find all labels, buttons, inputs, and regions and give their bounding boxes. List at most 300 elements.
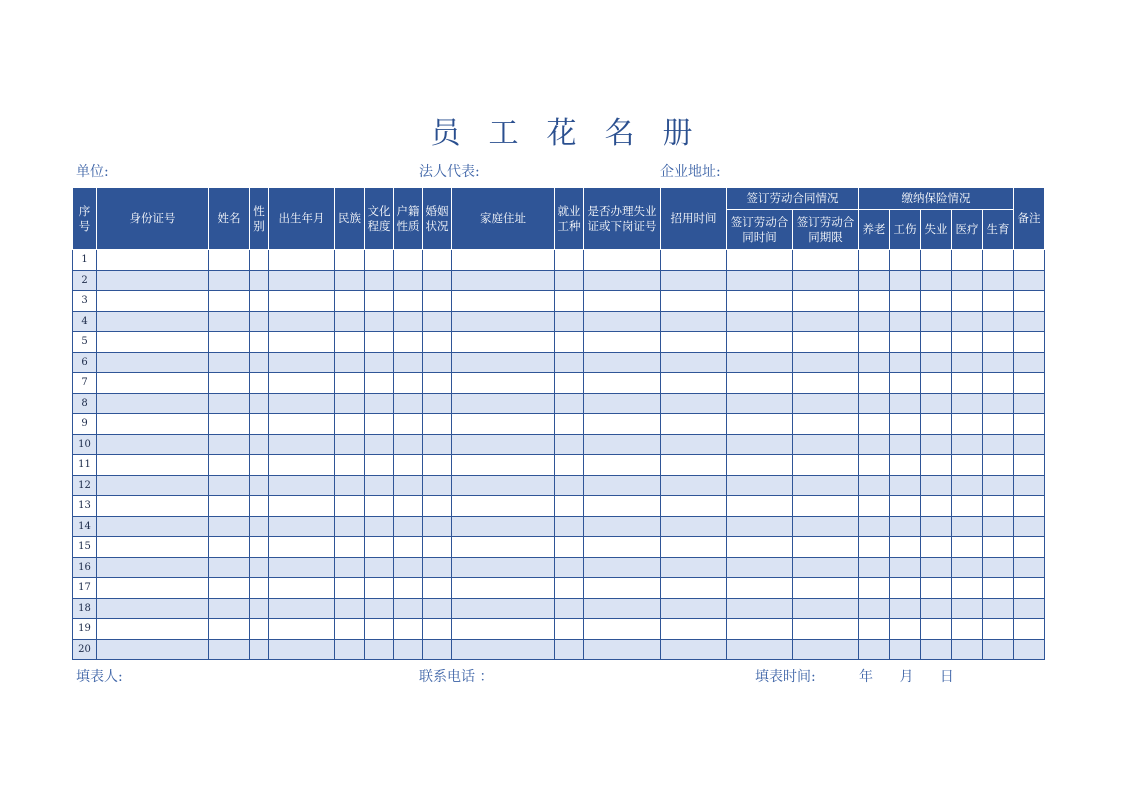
table-cell[interactable]	[793, 639, 859, 660]
table-cell[interactable]	[335, 639, 365, 660]
table-cell[interactable]	[394, 393, 423, 414]
table-cell[interactable]	[394, 475, 423, 496]
table-cell[interactable]	[335, 557, 365, 578]
table-cell[interactable]	[452, 393, 555, 414]
table-cell[interactable]	[335, 619, 365, 640]
table-cell[interactable]	[793, 598, 859, 619]
table-cell[interactable]	[793, 537, 859, 558]
table-cell[interactable]	[250, 455, 269, 476]
table-cell[interactable]	[335, 537, 365, 558]
table-cell[interactable]	[97, 332, 209, 353]
table-cell[interactable]	[890, 291, 921, 312]
table-cell[interactable]	[555, 332, 584, 353]
table-cell[interactable]	[423, 270, 452, 291]
table-cell[interactable]	[394, 434, 423, 455]
table-cell[interactable]	[661, 270, 727, 291]
table-cell[interactable]	[452, 311, 555, 332]
table-cell[interactable]	[983, 578, 1014, 599]
table-cell[interactable]	[423, 250, 452, 271]
table-cell[interactable]	[890, 434, 921, 455]
table-cell[interactable]	[952, 619, 983, 640]
table-cell[interactable]	[209, 291, 250, 312]
table-cell[interactable]	[555, 373, 584, 394]
table-cell[interactable]	[555, 270, 584, 291]
table-cell[interactable]	[555, 516, 584, 537]
table-cell[interactable]	[365, 516, 394, 537]
table-cell[interactable]	[890, 619, 921, 640]
table-cell[interactable]	[423, 639, 452, 660]
table-cell[interactable]	[209, 578, 250, 599]
table-cell[interactable]	[661, 619, 727, 640]
table-cell[interactable]	[952, 311, 983, 332]
table-cell[interactable]	[983, 455, 1014, 476]
table-cell[interactable]	[250, 598, 269, 619]
table-cell[interactable]	[394, 537, 423, 558]
table-cell[interactable]	[890, 639, 921, 660]
table-cell[interactable]	[394, 270, 423, 291]
table-cell[interactable]	[423, 598, 452, 619]
table-cell[interactable]	[452, 250, 555, 271]
table-cell[interactable]	[269, 291, 335, 312]
table-cell[interactable]	[661, 475, 727, 496]
table-cell[interactable]	[584, 557, 661, 578]
table-cell[interactable]	[1014, 557, 1045, 578]
table-cell[interactable]	[555, 557, 584, 578]
table-cell[interactable]	[661, 393, 727, 414]
table-cell[interactable]	[859, 557, 890, 578]
table-cell[interactable]	[584, 639, 661, 660]
table-cell[interactable]	[921, 250, 952, 271]
table-cell[interactable]	[921, 619, 952, 640]
table-cell[interactable]	[584, 496, 661, 517]
table-cell[interactable]	[250, 475, 269, 496]
table-cell[interactable]	[859, 414, 890, 435]
table-cell[interactable]	[584, 291, 661, 312]
table-cell[interactable]	[584, 475, 661, 496]
table-cell[interactable]	[365, 250, 394, 271]
table-cell[interactable]	[727, 578, 793, 599]
table-cell[interactable]	[209, 434, 250, 455]
table-cell[interactable]	[727, 537, 793, 558]
table-cell[interactable]	[983, 352, 1014, 373]
table-cell[interactable]	[952, 598, 983, 619]
table-cell[interactable]	[423, 475, 452, 496]
table-cell[interactable]	[394, 578, 423, 599]
table-cell[interactable]	[890, 537, 921, 558]
table-cell[interactable]	[661, 537, 727, 558]
table-cell[interactable]	[209, 475, 250, 496]
table-cell[interactable]	[269, 311, 335, 332]
table-cell[interactable]	[97, 434, 209, 455]
table-cell[interactable]	[452, 373, 555, 394]
table-cell[interactable]	[890, 250, 921, 271]
table-cell[interactable]	[335, 250, 365, 271]
table-cell[interactable]	[921, 578, 952, 599]
table-cell[interactable]	[793, 270, 859, 291]
table-cell[interactable]	[555, 639, 584, 660]
table-cell[interactable]	[859, 475, 890, 496]
table-cell[interactable]	[983, 639, 1014, 660]
table-cell[interactable]	[859, 373, 890, 394]
table-cell[interactable]	[394, 496, 423, 517]
table-cell[interactable]	[555, 598, 584, 619]
table-cell[interactable]	[423, 352, 452, 373]
table-cell[interactable]	[97, 578, 209, 599]
table-cell[interactable]	[952, 537, 983, 558]
table-cell[interactable]	[394, 352, 423, 373]
table-cell[interactable]	[423, 414, 452, 435]
table-cell[interactable]	[97, 619, 209, 640]
table-cell[interactable]	[890, 393, 921, 414]
table-cell[interactable]	[1014, 352, 1045, 373]
table-cell[interactable]	[97, 496, 209, 517]
table-cell[interactable]	[661, 332, 727, 353]
table-cell[interactable]	[555, 537, 584, 558]
table-cell[interactable]	[269, 598, 335, 619]
table-cell[interactable]	[983, 373, 1014, 394]
table-cell[interactable]	[97, 557, 209, 578]
table-cell[interactable]	[394, 373, 423, 394]
table-cell[interactable]	[661, 414, 727, 435]
table-cell[interactable]	[793, 414, 859, 435]
table-cell[interactable]	[452, 598, 555, 619]
table-cell[interactable]	[394, 598, 423, 619]
table-cell[interactable]	[921, 639, 952, 660]
table-cell[interactable]	[452, 537, 555, 558]
table-cell[interactable]	[555, 496, 584, 517]
table-cell[interactable]	[921, 434, 952, 455]
table-cell[interactable]	[584, 455, 661, 476]
table-cell[interactable]	[555, 434, 584, 455]
table-cell[interactable]	[952, 270, 983, 291]
table-cell[interactable]	[250, 373, 269, 394]
table-cell[interactable]	[1014, 639, 1045, 660]
table-cell[interactable]	[423, 537, 452, 558]
table-cell[interactable]	[921, 516, 952, 537]
table-cell[interactable]	[209, 352, 250, 373]
table-cell[interactable]	[793, 291, 859, 312]
table-cell[interactable]	[661, 291, 727, 312]
table-cell[interactable]	[250, 619, 269, 640]
table-cell[interactable]	[952, 393, 983, 414]
table-cell[interactable]	[661, 311, 727, 332]
table-cell[interactable]	[983, 270, 1014, 291]
table-cell[interactable]	[269, 393, 335, 414]
table-cell[interactable]	[1014, 414, 1045, 435]
table-cell[interactable]	[793, 455, 859, 476]
table-cell[interactable]	[209, 393, 250, 414]
table-cell[interactable]	[365, 619, 394, 640]
table-cell[interactable]	[250, 414, 269, 435]
table-cell[interactable]	[859, 619, 890, 640]
table-cell[interactable]	[1014, 516, 1045, 537]
table-cell[interactable]	[859, 332, 890, 353]
table-cell[interactable]	[335, 578, 365, 599]
table-cell[interactable]	[952, 414, 983, 435]
table-cell[interactable]	[727, 639, 793, 660]
table-cell[interactable]	[365, 434, 394, 455]
table-cell[interactable]	[584, 250, 661, 271]
table-cell[interactable]	[952, 250, 983, 271]
table-cell[interactable]	[584, 414, 661, 435]
table-cell[interactable]	[983, 434, 1014, 455]
table-cell[interactable]	[209, 496, 250, 517]
table-cell[interactable]	[859, 393, 890, 414]
table-cell[interactable]	[859, 578, 890, 599]
table-cell[interactable]	[661, 639, 727, 660]
table-cell[interactable]	[890, 270, 921, 291]
table-cell[interactable]	[921, 557, 952, 578]
table-cell[interactable]	[394, 639, 423, 660]
table-cell[interactable]	[97, 516, 209, 537]
table-cell[interactable]	[452, 270, 555, 291]
table-cell[interactable]	[97, 475, 209, 496]
table-cell[interactable]	[394, 516, 423, 537]
table-cell[interactable]	[423, 619, 452, 640]
table-cell[interactable]	[365, 537, 394, 558]
table-cell[interactable]	[952, 475, 983, 496]
table-cell[interactable]	[394, 414, 423, 435]
table-cell[interactable]	[250, 311, 269, 332]
table-cell[interactable]	[921, 373, 952, 394]
table-cell[interactable]	[727, 598, 793, 619]
table-cell[interactable]	[555, 414, 584, 435]
table-cell[interactable]	[452, 516, 555, 537]
table-cell[interactable]	[859, 496, 890, 517]
table-cell[interactable]	[859, 455, 890, 476]
table-cell[interactable]	[727, 270, 793, 291]
table-cell[interactable]	[97, 598, 209, 619]
table-cell[interactable]	[921, 393, 952, 414]
table-cell[interactable]	[555, 311, 584, 332]
table-cell[interactable]	[335, 414, 365, 435]
table-cell[interactable]	[952, 516, 983, 537]
table-cell[interactable]	[983, 250, 1014, 271]
table-cell[interactable]	[269, 557, 335, 578]
table-cell[interactable]	[97, 352, 209, 373]
table-cell[interactable]	[250, 578, 269, 599]
table-cell[interactable]	[394, 455, 423, 476]
table-cell[interactable]	[921, 311, 952, 332]
table-cell[interactable]	[335, 373, 365, 394]
table-cell[interactable]	[859, 516, 890, 537]
table-cell[interactable]	[859, 639, 890, 660]
table-cell[interactable]	[335, 332, 365, 353]
table-cell[interactable]	[555, 619, 584, 640]
table-cell[interactable]	[793, 516, 859, 537]
table-cell[interactable]	[250, 250, 269, 271]
table-cell[interactable]	[584, 434, 661, 455]
table-cell[interactable]	[394, 557, 423, 578]
table-cell[interactable]	[452, 475, 555, 496]
table-cell[interactable]	[335, 393, 365, 414]
table-cell[interactable]	[727, 475, 793, 496]
table-cell[interactable]	[727, 414, 793, 435]
table-cell[interactable]	[209, 373, 250, 394]
table-cell[interactable]	[452, 332, 555, 353]
table-cell[interactable]	[269, 639, 335, 660]
table-cell[interactable]	[555, 455, 584, 476]
table-cell[interactable]	[394, 619, 423, 640]
table-cell[interactable]	[1014, 475, 1045, 496]
table-cell[interactable]	[452, 496, 555, 517]
table-cell[interactable]	[269, 537, 335, 558]
table-cell[interactable]	[1014, 496, 1045, 517]
table-cell[interactable]	[983, 598, 1014, 619]
table-cell[interactable]	[250, 496, 269, 517]
table-cell[interactable]	[921, 455, 952, 476]
table-cell[interactable]	[584, 311, 661, 332]
table-cell[interactable]	[584, 393, 661, 414]
table-cell[interactable]	[209, 250, 250, 271]
table-cell[interactable]	[250, 516, 269, 537]
table-cell[interactable]	[97, 455, 209, 476]
table-cell[interactable]	[335, 270, 365, 291]
table-cell[interactable]	[555, 291, 584, 312]
table-cell[interactable]	[269, 578, 335, 599]
table-cell[interactable]	[209, 598, 250, 619]
table-cell[interactable]	[859, 270, 890, 291]
table-cell[interactable]	[661, 250, 727, 271]
table-cell[interactable]	[952, 332, 983, 353]
table-cell[interactable]	[983, 393, 1014, 414]
table-cell[interactable]	[209, 455, 250, 476]
table-cell[interactable]	[1014, 291, 1045, 312]
table-cell[interactable]	[661, 516, 727, 537]
table-cell[interactable]	[365, 496, 394, 517]
table-cell[interactable]	[452, 434, 555, 455]
table-cell[interactable]	[250, 393, 269, 414]
table-cell[interactable]	[859, 250, 890, 271]
table-cell[interactable]	[661, 455, 727, 476]
table-cell[interactable]	[983, 619, 1014, 640]
table-cell[interactable]	[365, 475, 394, 496]
table-cell[interactable]	[727, 434, 793, 455]
table-cell[interactable]	[269, 270, 335, 291]
table-cell[interactable]	[555, 578, 584, 599]
table-cell[interactable]	[452, 578, 555, 599]
table-cell[interactable]	[727, 311, 793, 332]
table-cell[interactable]	[423, 557, 452, 578]
table-cell[interactable]	[921, 414, 952, 435]
table-cell[interactable]	[793, 393, 859, 414]
table-cell[interactable]	[727, 516, 793, 537]
table-cell[interactable]	[250, 270, 269, 291]
table-cell[interactable]	[1014, 250, 1045, 271]
table-cell[interactable]	[209, 332, 250, 353]
table-cell[interactable]	[423, 311, 452, 332]
table-cell[interactable]	[793, 578, 859, 599]
table-cell[interactable]	[365, 332, 394, 353]
table-cell[interactable]	[661, 373, 727, 394]
table-cell[interactable]	[1014, 332, 1045, 353]
table-cell[interactable]	[269, 250, 335, 271]
table-cell[interactable]	[584, 332, 661, 353]
table-cell[interactable]	[952, 455, 983, 476]
table-cell[interactable]	[452, 414, 555, 435]
table-cell[interactable]	[661, 352, 727, 373]
table-cell[interactable]	[983, 516, 1014, 537]
table-cell[interactable]	[983, 414, 1014, 435]
table-cell[interactable]	[890, 332, 921, 353]
table-cell[interactable]	[727, 557, 793, 578]
table-cell[interactable]	[365, 578, 394, 599]
table-cell[interactable]	[859, 434, 890, 455]
table-cell[interactable]	[423, 332, 452, 353]
table-cell[interactable]	[423, 578, 452, 599]
table-cell[interactable]	[209, 311, 250, 332]
table-cell[interactable]	[890, 352, 921, 373]
table-cell[interactable]	[921, 332, 952, 353]
table-cell[interactable]	[452, 455, 555, 476]
table-cell[interactable]	[97, 393, 209, 414]
table-cell[interactable]	[952, 639, 983, 660]
table-cell[interactable]	[423, 434, 452, 455]
table-cell[interactable]	[365, 598, 394, 619]
table-cell[interactable]	[983, 291, 1014, 312]
table-cell[interactable]	[269, 496, 335, 517]
table-cell[interactable]	[269, 332, 335, 353]
table-cell[interactable]	[584, 373, 661, 394]
table-cell[interactable]	[452, 557, 555, 578]
table-cell[interactable]	[335, 291, 365, 312]
table-cell[interactable]	[394, 291, 423, 312]
table-cell[interactable]	[335, 311, 365, 332]
table-cell[interactable]	[793, 311, 859, 332]
table-cell[interactable]	[555, 250, 584, 271]
table-cell[interactable]	[365, 414, 394, 435]
table-cell[interactable]	[890, 516, 921, 537]
table-cell[interactable]	[209, 537, 250, 558]
table-cell[interactable]	[365, 270, 394, 291]
table-cell[interactable]	[1014, 537, 1045, 558]
table-cell[interactable]	[394, 332, 423, 353]
table-cell[interactable]	[555, 393, 584, 414]
table-cell[interactable]	[793, 332, 859, 353]
table-cell[interactable]	[921, 270, 952, 291]
table-cell[interactable]	[983, 537, 1014, 558]
table-cell[interactable]	[269, 619, 335, 640]
table-cell[interactable]	[952, 557, 983, 578]
table-cell[interactable]	[423, 455, 452, 476]
table-cell[interactable]	[555, 475, 584, 496]
table-cell[interactable]	[921, 352, 952, 373]
table-cell[interactable]	[793, 373, 859, 394]
table-cell[interactable]	[727, 250, 793, 271]
table-cell[interactable]	[921, 496, 952, 517]
table-cell[interactable]	[452, 291, 555, 312]
table-cell[interactable]	[890, 373, 921, 394]
table-cell[interactable]	[423, 496, 452, 517]
table-cell[interactable]	[555, 352, 584, 373]
table-cell[interactable]	[394, 250, 423, 271]
table-cell[interactable]	[661, 578, 727, 599]
table-cell[interactable]	[97, 537, 209, 558]
table-cell[interactable]	[584, 352, 661, 373]
table-cell[interactable]	[97, 311, 209, 332]
table-cell[interactable]	[727, 619, 793, 640]
table-cell[interactable]	[250, 434, 269, 455]
table-cell[interactable]	[727, 393, 793, 414]
table-cell[interactable]	[890, 598, 921, 619]
table-cell[interactable]	[793, 475, 859, 496]
table-cell[interactable]	[661, 496, 727, 517]
table-cell[interactable]	[423, 373, 452, 394]
table-cell[interactable]	[1014, 311, 1045, 332]
table-cell[interactable]	[793, 434, 859, 455]
table-cell[interactable]	[365, 311, 394, 332]
table-cell[interactable]	[890, 311, 921, 332]
